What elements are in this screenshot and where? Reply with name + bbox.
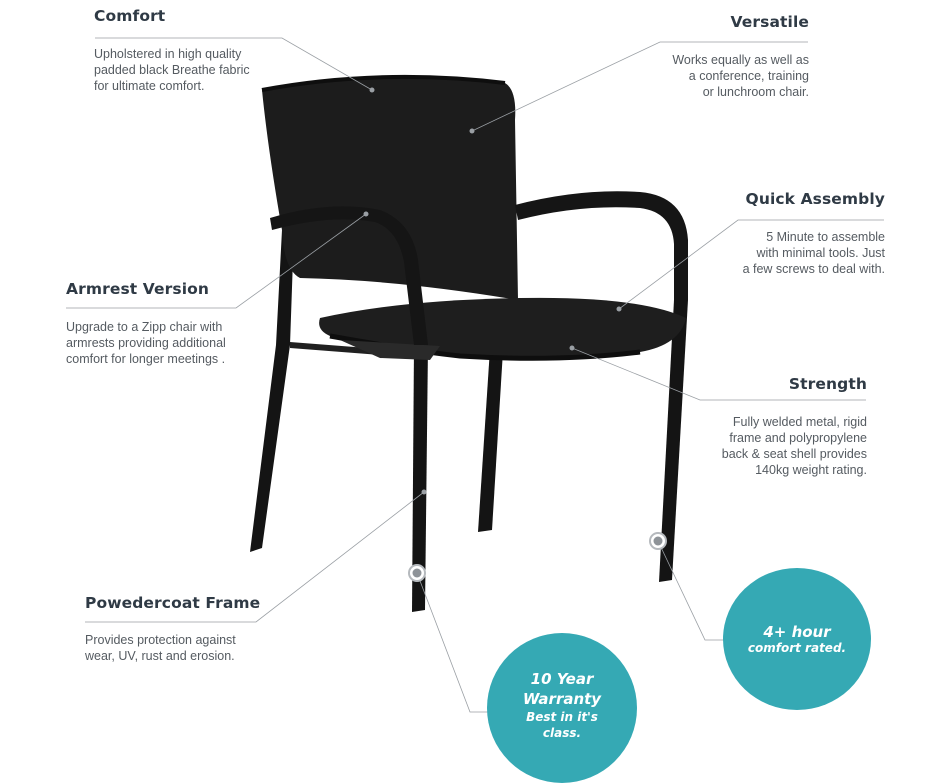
feature-powdercoat: [85, 594, 260, 664]
feature-comfort: [94, 7, 250, 94]
feature-armrest-title: Armrest Version: [66, 280, 210, 298]
comfort-rated-badge: [723, 568, 871, 710]
feature-quick-assembly: [743, 190, 885, 277]
feature-strength: [722, 375, 867, 478]
feature-powdercoat-text: Provides protection against wear, UV, rust and erosion.: [85, 633, 236, 663]
chair-backrest: [262, 77, 518, 300]
warranty-badge-line4: class.: [542, 726, 582, 740]
feature-armrest-text: Upgrade to a Zipp chair with armrests providing additional comfort for longer meetings .: [66, 320, 226, 366]
feature-versatile: [672, 13, 809, 100]
comfort-rated-badge-line1: 4+ hour: [763, 623, 831, 641]
comfort-rated-badge-line2: comfort rated.: [747, 641, 847, 655]
chair-back-leg-left: [250, 230, 294, 552]
feature-strength-title: Strength: [788, 375, 867, 393]
warranty-badge-line2: Warranty: [522, 690, 602, 708]
feature-quick-assembly-title: Quick Assembly: [745, 190, 885, 208]
feature-armrest: [66, 280, 226, 367]
feature-strength-text: Fully welded metal, rigid frame and polypropylene back & seat shell provides 140kg weight rating.: [721, 415, 867, 477]
chair-armrest-right: [515, 191, 688, 300]
feature-versatile-title: Versatile: [730, 13, 809, 31]
feature-comfort-text: Upholstered in high quality padded black Breathe fabric for ultimate comfort.: [94, 47, 250, 93]
warranty-badge-line1: 10 Year: [530, 670, 594, 688]
feature-comfort-title: Comfort: [94, 7, 166, 25]
feature-powdercoat-title: Powedercoat Frame: [85, 594, 261, 612]
warranty-badge: [487, 633, 637, 783]
feature-quick-assembly-text: 5 Minute to assemble with minimal tools. Just a few screws to deal with.: [742, 230, 885, 276]
warranty-badge-line3: Best in it's: [526, 710, 598, 724]
feature-versatile-text: Works equally as well as a conference, training or lunchroom chair.: [672, 53, 809, 99]
